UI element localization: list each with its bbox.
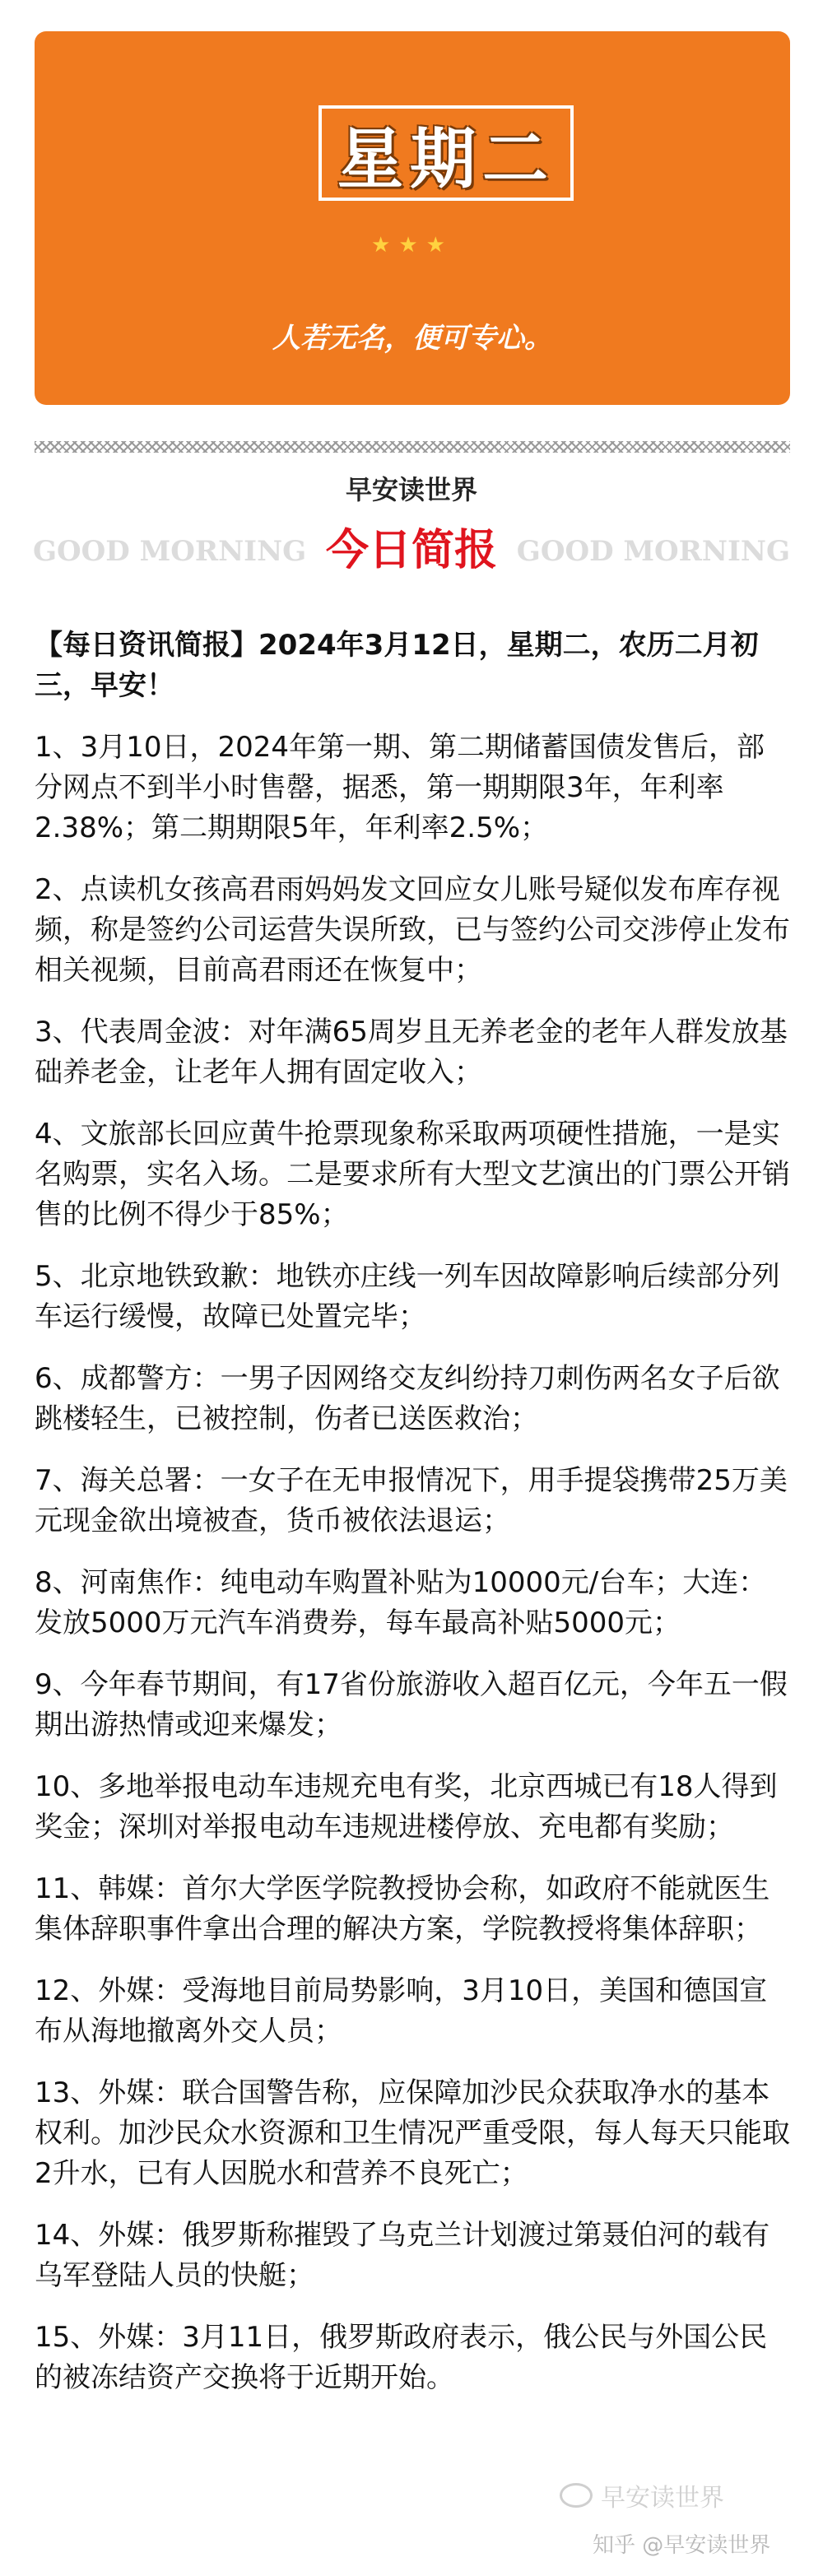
stars-decoration: ★★★: [371, 233, 453, 258]
news-item: 7、海关总署：一女子在无申报情况下，用手提袋携带25万美元现金欲出境被查，货币被依法退运；: [35, 1464, 788, 1537]
news-item: 6、成都警方：一男子因网络交友纠纷持刀刺伤两名女子后欲跳楼轻生，已被控制，伤者已送医救治；: [35, 1362, 780, 1435]
news-item: 13、外媒：联合国警告称，应保障加沙民众获取净水的基本权利。加沙民众水资源和卫生情况严重受限，每人每天只能取2升水，已有人因脱水和营养不良死亡；: [35, 2076, 790, 2190]
news-item: 11、韩媒：首尔大学医学院教授协会称，如政府不能就医生集体辞职事件拿出合理的解决方案，学院教授将集体辞职；: [35, 1872, 770, 1946]
wechat-icon: [560, 2483, 593, 2508]
motto-text: 人若无名，便可专心。: [272, 322, 552, 355]
page-title: 今日简报: [325, 526, 497, 575]
news-content: [35, 625, 790, 2420]
news-item: 9、今年春节期间，有17省份旅游收入超百亿元，今年五一假期出游热情或迎来爆发；: [35, 1668, 788, 1741]
news-item: 2、点读机女孩高君雨妈妈发文回应女儿账号疑似发布库存视频，称是签约公司运营失误所致，已与签约公司交涉停止发布相关视频，目前高君雨还在恢复中；: [35, 873, 790, 987]
news-item: 15、外媒：3月11日，俄罗斯政府表示，俄公民与外国公民的被冻结资产交换将于近期开始。: [35, 2321, 768, 2394]
news-item: 10、多地举报电动车违规充电有奖，北京西城已有18人得到奖金；深圳对举报电动车违规进楼停放、充电都有奖励；: [35, 1770, 778, 1844]
news-item: 3、代表周金波：对年满65周岁且无养老金的老年人群发放基础养老金，让老年人拥有固定收入；: [35, 1016, 788, 1089]
weekday-text: 星期二: [337, 119, 555, 198]
header-banner: [35, 31, 790, 405]
weekday-frame: [319, 105, 574, 201]
wechat-watermark: [560, 2477, 724, 2513]
news-item: 5、北京地铁致歉：地铁亦庄线一列车因故障影响后续部分列车运行缓慢，故障已处置完毕；: [35, 1260, 780, 1333]
zigzag-divider: [35, 441, 790, 453]
news-item: 12、外媒：受海地目前局势影响，3月10日，美国和德国宣布从海地撤离外交人员；: [35, 1974, 768, 2048]
zhihu-watermark: 知乎 @早安读世界: [593, 2533, 771, 2558]
good-morning-left: GOOD MORNING: [33, 535, 307, 568]
news-item: 1、3月10日，2024年第一期、第二期储蓄国债发售后，部分网点不到半小时售罄，据悉，第一期期限3年，年利率2.38%；第二期期限5年，年利率2.5%；: [35, 731, 765, 844]
news-item: 14、外媒：俄罗斯称摧毁了乌克兰计划渡过第聂伯河的载有乌军登陆人员的快艇；: [35, 2219, 770, 2292]
news-intro: 【每日资讯简报】2024年3月12日，星期二，农历二月初三，早安！: [35, 629, 759, 702]
news-item: 8、河南焦作：纯电动车购置补贴为10000元/台车；大连：发放5000万元汽车消费券，每车最高补贴5000元；: [35, 1566, 767, 1639]
brand-name: 早安读世界: [345, 474, 477, 505]
good-morning-right: GOOD MORNING: [516, 535, 790, 568]
wechat-watermark-text: 早安读世界: [601, 2484, 724, 2513]
news-item: 4、文旅部长回应黄牛抢票现象称采取两项硬性措施，一是实名购票，实名入场。二是要求所有大型文艺演出的门票公开销售的比例不得少于85%；: [35, 1118, 790, 1231]
